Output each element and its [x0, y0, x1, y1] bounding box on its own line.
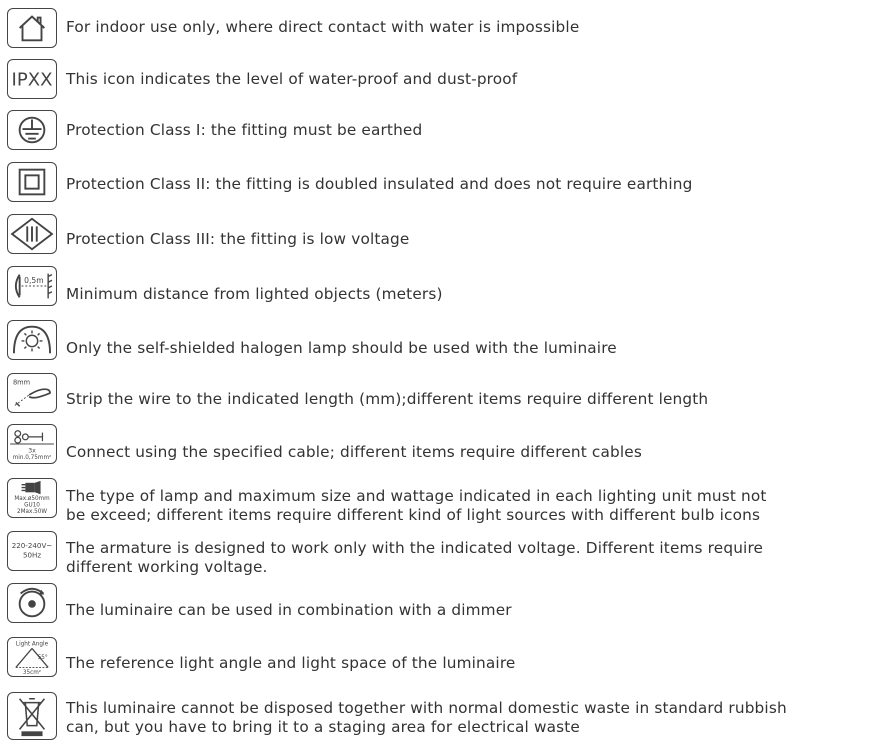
row-text-line-1: The armature is designed to work only with the indicated voltage. Different items require	[66, 539, 764, 557]
crossed-bin-icon	[7, 692, 57, 740]
cable-label-1: 3x	[28, 447, 36, 455]
earth-ground-icon	[7, 110, 57, 150]
angle-label-2: 55°	[37, 654, 48, 661]
self-shielded-lamp-icon	[7, 320, 57, 360]
row-text: Protection Class II: the fitting is doubled insulated and does not require earthing	[66, 175, 693, 193]
bulb-label-3: 2Max.50W	[16, 509, 48, 516]
row-text: Minimum distance from lighted objects (meters)	[66, 285, 443, 303]
voltage-icon	[7, 531, 57, 571]
strip-label: 8mm	[12, 378, 31, 387]
row-text-line-1: This luminaire cannot be disposed together with normal domestic waste in standard rubbish	[66, 699, 787, 717]
diamond-three-bars-icon	[7, 214, 57, 254]
angle-label-3: 35cm²	[22, 670, 42, 676]
double-square-icon	[7, 162, 57, 202]
dimmer-icon	[7, 583, 57, 623]
voltage-label-2: 50Hz	[22, 550, 42, 560]
row-text-line-1: The type of lamp and maximum size and wattage indicated in each lighting unit must not	[66, 487, 767, 505]
bulb-label-1: Max.ø50mm	[14, 495, 50, 502]
house-icon	[7, 8, 57, 48]
row-text-line-2: can, but you have to bring it to a staging area for electrical waste	[66, 718, 580, 736]
row-text: Strip the wire to the indicated length (mm);different items require different length	[66, 390, 709, 408]
distance-label: 0,5m	[24, 276, 44, 286]
angle-label-1: Light Angle	[15, 641, 49, 648]
row-text: Only the self-shielded halogen lamp should be used with the luminaire	[66, 339, 617, 357]
distance-lamp-icon	[7, 266, 57, 306]
row-text: Connect using the specified cable; different items require different cables	[66, 443, 642, 461]
light-angle-icon	[7, 637, 57, 677]
row-text: This icon indicates the level of water-proof and dust-proof	[66, 70, 518, 88]
row-text: The reference light angle and light space of the luminaire	[66, 654, 516, 672]
row-text: Protection Class III: the fitting is low voltage	[66, 230, 410, 248]
cable-icon	[7, 424, 57, 464]
row-text: For indoor use only, where direct contact with water is impossible	[66, 18, 580, 36]
row-text: The luminaire can be used in combination with a dimmer	[66, 601, 512, 619]
wire-strip-icon	[7, 373, 57, 413]
row-text: Protection Class I: the fitting must be earthed	[66, 121, 423, 139]
row-text-line-2: be exceed; different items require different kind of light sources with different bulb icons	[66, 506, 761, 524]
ipxx-icon	[7, 59, 57, 99]
bulb-label-2: GU10	[24, 502, 40, 509]
ipxx-label: IPXX	[11, 69, 53, 91]
row-text-line-2: different working voltage.	[66, 558, 268, 576]
cable-label-2: min.0,75mm²	[12, 455, 52, 462]
voltage-label-1: 220-240V~	[11, 541, 53, 551]
bulb-type-icon	[7, 478, 57, 518]
